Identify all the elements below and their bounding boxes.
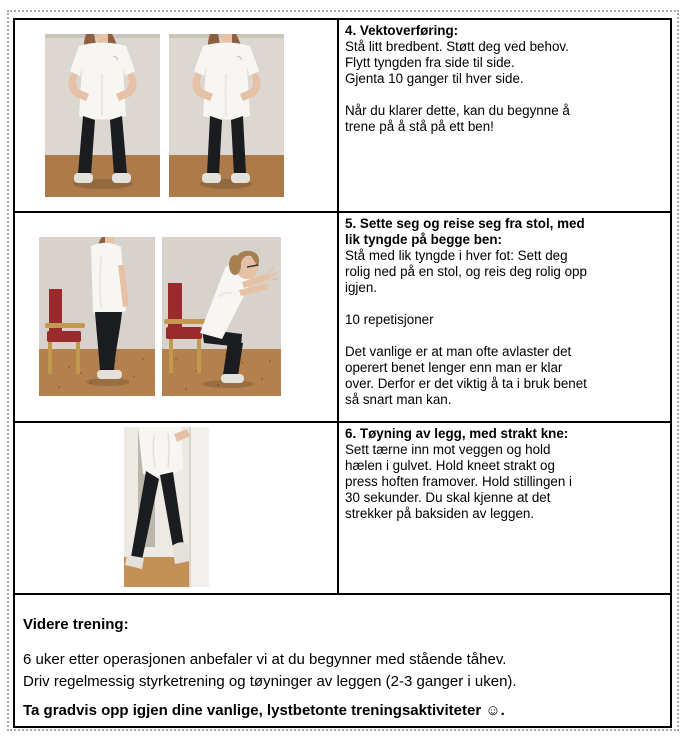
instruction-line: Stå med lik tyngde i hver fot: Sett deg: [345, 248, 568, 263]
exercise-4-photo-left: [45, 34, 160, 197]
instruction-line: 30 sekunder. Du skal kjenne at det: [345, 490, 551, 505]
instruction-line: igjen.: [345, 280, 378, 295]
closing-note: Ta gradvis opp igjen dine vanlige, lystbetonte treningsaktiviteter ☺.: [23, 702, 505, 719]
further-training-cell: [15, 595, 670, 726]
further-training-title: Videre trening:: [23, 616, 129, 633]
blank-line: [345, 87, 670, 103]
exercise-6-title: 6. Tøyning av legg, med strakt kne:: [345, 426, 569, 441]
exercise-6-instructions: [339, 423, 670, 593]
blank-line: [23, 693, 660, 700]
exercise-row-5: [15, 213, 670, 423]
instruction-line: strekker på baksiden av leggen.: [345, 506, 535, 521]
cork-floor: [39, 349, 155, 396]
further-training-section: [15, 595, 670, 726]
floor: [45, 155, 160, 197]
blank-line: [345, 296, 670, 312]
exercise-4-instructions: [339, 20, 670, 211]
instruction-line: Når du klarer dette, kan du begynne å: [345, 103, 570, 118]
further-training-line: 6 uker etter operasjonen anbefaler vi at du begynner med stående tåhev.: [23, 651, 507, 668]
exercise-4-photo-right: [169, 34, 284, 197]
exercise-5-title-line-2: lik tyngde på begge ben:: [345, 232, 502, 247]
instruction-line: over. Derfor er det viktig å ta i bruk benet: [345, 376, 587, 391]
exercise-5-photo-cell: [15, 213, 339, 421]
exercise-6-photo: [124, 427, 209, 587]
exercise-4-title: 4. Vektoverføring:: [345, 23, 459, 38]
instruction-line: Flytt tyngden fra side til side.: [345, 55, 515, 70]
instruction-line: hælen i gulvet. Hold kneet strakt og: [345, 458, 555, 473]
exercise-4-photo-cell: [15, 20, 339, 211]
repetitions-line: 10 repetisjoner: [345, 312, 434, 327]
instruction-line: Sett tærne inn mot veggen og hold: [345, 442, 551, 457]
instruction-line: så snart man kan.: [345, 392, 452, 407]
exercise-5-photo-right: [162, 237, 281, 396]
instruction-line: operert benet lenger enn man er klar: [345, 360, 563, 375]
wall-edge: [190, 427, 209, 587]
floor: [169, 155, 284, 197]
instruction-line: Det vanlige er at man ofte avlaster det: [345, 344, 572, 359]
exercise-5-instructions: [339, 213, 670, 421]
exercise-5-photo-left: [39, 237, 155, 396]
instruction-line: Gjenta 10 ganger til hver side.: [345, 71, 524, 86]
cork-floor: [162, 349, 281, 396]
exercise-row-6: [15, 423, 670, 595]
instruction-line: trene på å stå på ett ben!: [345, 119, 494, 134]
instruction-line: rolig ned på en stol, og reis deg rolig opp: [345, 264, 587, 279]
exercise-row-4: [15, 20, 670, 213]
further-training-line: Driv regelmessig styrketrening og tøyninger av leggen (2-3 ganger i uken).: [23, 673, 517, 690]
blank-line: [23, 636, 660, 649]
blank-line: [345, 328, 670, 344]
exercise-5-title: 5. Sette seg og reise seg fra stol, med: [345, 216, 585, 231]
exercise-table: [13, 18, 672, 728]
exercise-6-photo-cell: [15, 423, 339, 593]
instruction-line: press hoften framover. Hold stillingen i: [345, 474, 573, 489]
instruction-line: Stå litt bredbent. Støtt deg ved behov.: [345, 39, 569, 54]
